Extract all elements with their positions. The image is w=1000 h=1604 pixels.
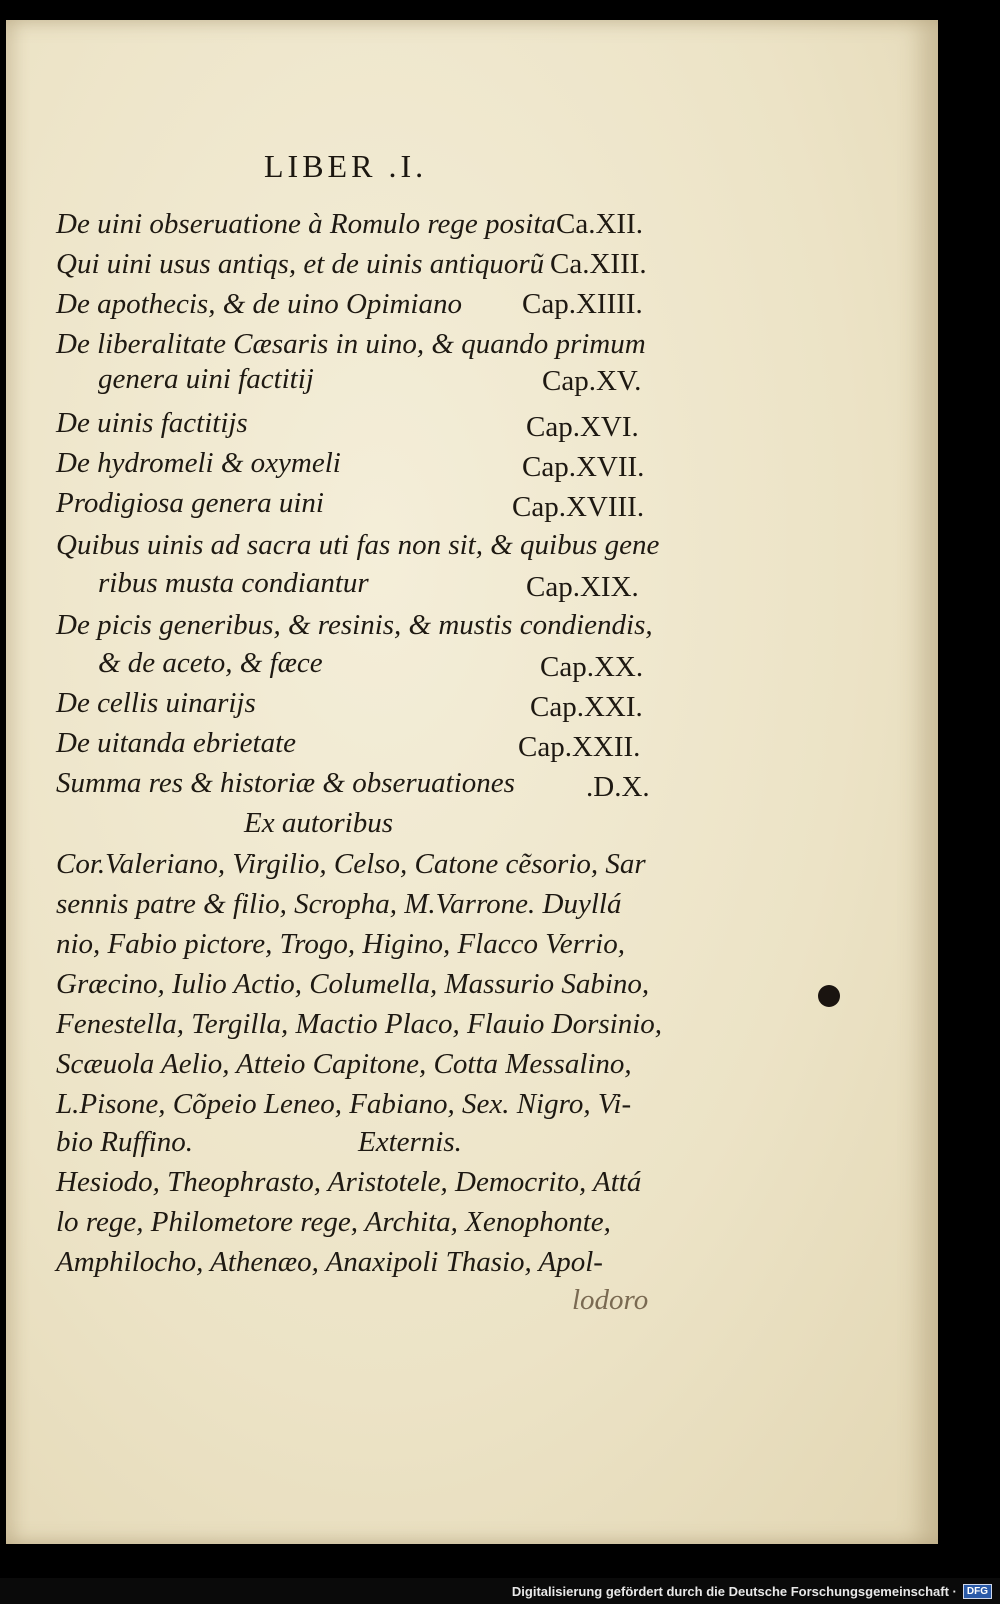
externis-line: Amphilocho, Athenæo, Anaxipoli Thasio, Apol- bbox=[56, 1246, 603, 1278]
running-title: LIBER .I. bbox=[264, 148, 428, 184]
contents-title: De apothecis, & de uino Opimiano bbox=[56, 288, 462, 320]
contents-title: ribus musta condiantur bbox=[98, 567, 369, 599]
externis-line: lo rege, Philometore rege, Archita, Xenophonte, bbox=[56, 1206, 611, 1238]
catchword: lodoro bbox=[572, 1284, 649, 1316]
contents-cap: .D.X. bbox=[586, 771, 650, 803]
contents-cap: Cap.XVIII. bbox=[512, 491, 645, 523]
contents-title: De liberalitate Cæsaris in uino, & quando primum bbox=[56, 328, 646, 360]
authors-line: Cor.Valeriano, Virgilio, Celso, Catone cẽsorio, Sar bbox=[56, 848, 646, 880]
contents-title: Quibus uinis ad sacra uti fas non sit, & quibus gene bbox=[56, 529, 660, 561]
contents-title: De hydromeli & oxymeli bbox=[56, 447, 341, 479]
authors-heading: Ex autoribus bbox=[244, 807, 394, 839]
contents-cap: Cap.XIIII. bbox=[522, 288, 643, 320]
contents-cap: Cap.XVII. bbox=[522, 451, 645, 483]
contents-cap: Cap.XX. bbox=[540, 651, 644, 683]
authors-line: Græcino, Iulio Actio, Columella, Massurio Sabino, bbox=[56, 968, 650, 1000]
authors-line: bio Ruffino. bbox=[56, 1126, 193, 1158]
contents-title: genera uini factitij bbox=[98, 363, 314, 395]
contents-title: De uinis factitijs bbox=[56, 407, 248, 439]
contents-list bbox=[6, 20, 938, 1544]
contents-cap: Cap.XIX. bbox=[526, 571, 639, 603]
contents-title: & de aceto, & fæce bbox=[98, 647, 323, 679]
contents-title: De cellis uinarijs bbox=[56, 687, 256, 719]
externis-heading: Externis. bbox=[358, 1126, 462, 1158]
authors-line: nio, Fabio pictore, Trogo, Higino, Flacco Verrio, bbox=[56, 928, 625, 960]
authors-line: L.Pisone, Cõpeio Leneo, Fabiano, Sex. Nigro, Vi- bbox=[56, 1088, 632, 1120]
contents-cap: Cap.XV. bbox=[542, 365, 642, 397]
contents-title: Summa res & historiæ & obseruationes bbox=[56, 767, 515, 799]
contents-title: De uini obseruatione à Romulo rege posita bbox=[56, 208, 556, 240]
contents-cap: Cap.XXI. bbox=[530, 691, 643, 723]
digitization-footer bbox=[0, 1578, 1000, 1604]
contents-cap: Ca.XIII. bbox=[550, 248, 647, 280]
book-page bbox=[6, 20, 938, 1544]
dfg-logo-icon: DFG bbox=[963, 1584, 992, 1599]
authors-line: Scæuola Aelio, Atteio Capitone, Cotta Messalino, bbox=[56, 1048, 632, 1080]
authors-line: Fenestella, Tergilla, Mactio Placo, Flauio Dorsinio, bbox=[56, 1008, 662, 1040]
footer-credit: Digitalisierung gefördert durch die Deutsche Forschungsgemeinschaft · bbox=[511, 1583, 957, 1599]
contents-title: Qui uini usus antiqs, et de uinis antiquorũ bbox=[56, 248, 545, 280]
contents-title: Prodigiosa genera uini bbox=[56, 487, 324, 519]
authors-line: sennis patre & filio, Scropha, M.Varrone. Duyllá bbox=[56, 888, 622, 920]
contents-cap: Cap.XXII. bbox=[518, 731, 641, 763]
contents-title: De uitanda ebrietate bbox=[56, 727, 297, 759]
contents-cap: Ca.XII. bbox=[556, 208, 643, 240]
externis-line: Hesiodo, Theophrasto, Aristotele, Democrito, Attá bbox=[56, 1166, 642, 1198]
contents-cap: Cap.XVI. bbox=[526, 411, 639, 443]
ink-spot bbox=[818, 985, 840, 1007]
contents-title: De picis generibus, & resinis, & mustis condiendis, bbox=[56, 609, 653, 641]
